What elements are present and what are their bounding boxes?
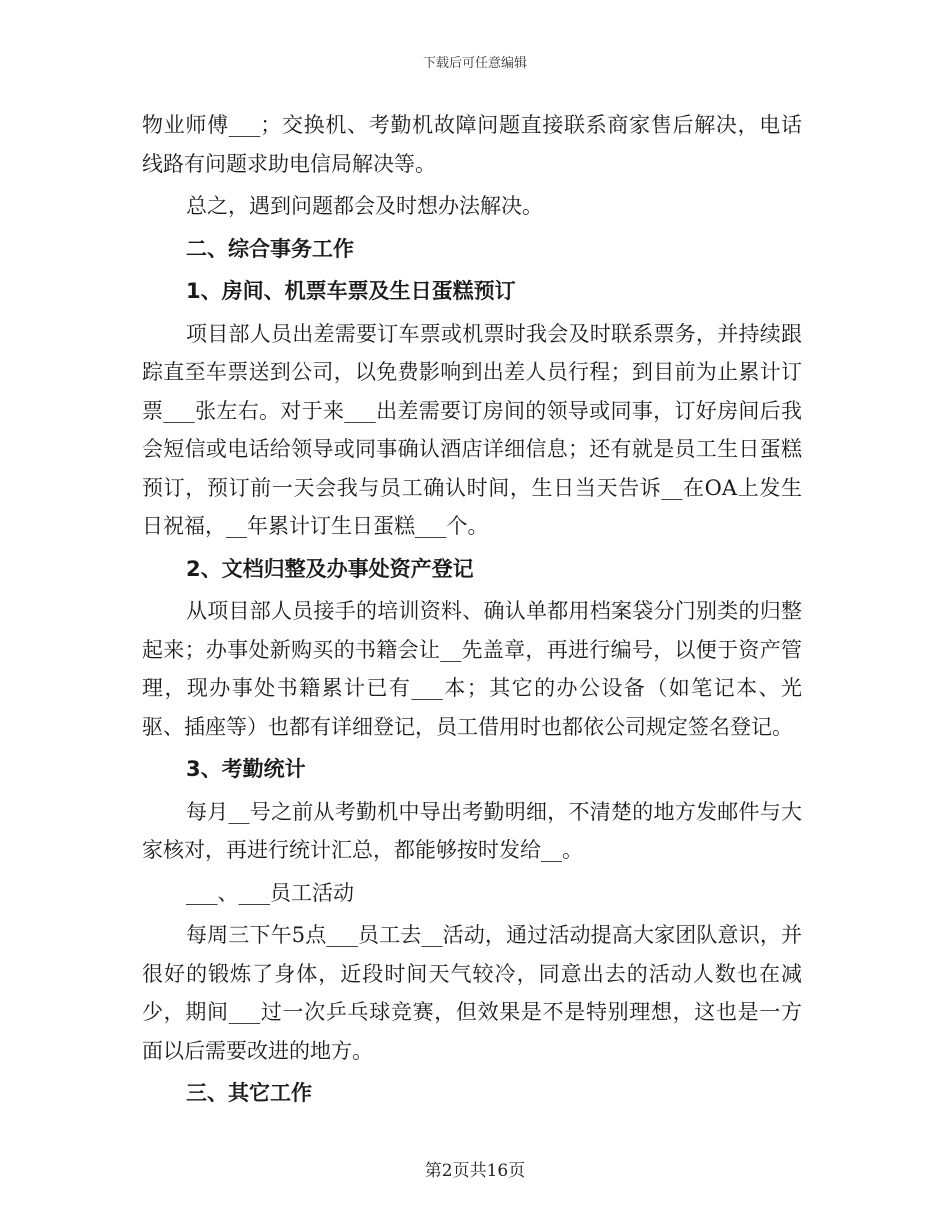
item-heading-4: ___、___员工活动 [186,880,354,905]
document-body [142,106,802,1113]
page-header: 下载后可任意编辑 [422,56,527,71]
paragraph-activities: 每周三下午5点___员工去__活动，通过活动提高大家团队意识，并很好的锻炼了身体，近段时间天气较冷，同意出去的活动人数也在减少，期间___过一次乒乓球竞赛，但效果是不是特别理想，这也是一方面以后需要改进的地方。 [142,923,802,1063]
item-heading-3: 3、考勤统计 [186,757,306,781]
section-heading-3: 三、其它工作 [186,1081,312,1105]
section-heading-2: 二、综合事务工作 [186,236,354,261]
paragraph-documents: 从项目部人员接手的培训资料、确认单都用档案袋分门别类的归整起来；办事处新购买的书籍会让__先盖章，再进行编号，以便于资产管理，现办事处书籍累计已有___本；其它的办公设备（如笔记本、光驱、插座等）也都有详细登记，员工借用时也都依公司规定签名登记。 [142,599,802,739]
paragraph-continued: 物业师傅___；交换机、考勤机故障问题直接联系商家售后解决，电话线路有问题求助电信局解决等。 [142,113,802,176]
paragraph-attendance: 每月__号之前从考勤机中导出考勤明细，不清楚的地方发邮件与大家核对，再进行统计汇总，都能够按时发给__。 [142,799,802,862]
item-heading-2: 2、文档归整及办事处资产登记 [186,556,474,581]
page-footer: 第2页共16页 [424,1161,526,1181]
paragraph-summary: 总之，遇到问题都会及时想办法解决。 [186,194,543,218]
item-heading-1: 1、房间、机票车票及生日蛋糕预订 [186,279,516,303]
paragraph-booking: 项目部人员出差需要订车票或机票时我会及时联系票务，并持续跟踪直至车票送到公司，以免费影响到出差人员行程；到目前为止累计订票___张左右。对于来___出差需要订房间的领导或同事，订好房间后我会短信或电话给领导或同事确认酒店详细信息；还有就是员工生日蛋糕预订，预订前一天会我与员工确认时间，生日当天告诉__在OA上发生日祝福，__年累计订生日蛋糕___个。 [142,321,802,538]
